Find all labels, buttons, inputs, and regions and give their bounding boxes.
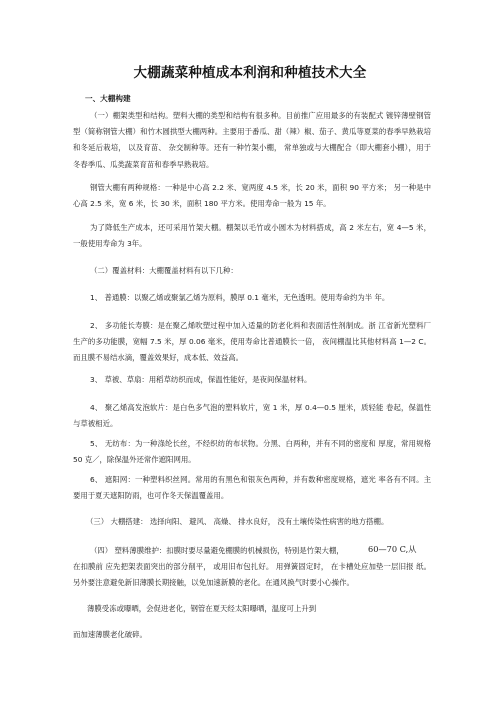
paragraph — [73, 108, 431, 173]
paragraph-text: 6、 遮阳网：一种塑料织丝网。常用的有黑色和银灰色两种，并有数种密度规格，遮光 率各有不同。主要用于夏天遮阳防雨，也可作冬天保温覆盖用。 — [73, 475, 431, 501]
paragraph — [73, 559, 431, 591]
paragraph-text: （二）覆盖材料：大棚覆盖材料有以下几种： — [90, 266, 238, 275]
paragraph-line — [73, 627, 147, 643]
paragraph-text: 为了降低生产成本，还可采用竹架大棚。棚架以毛竹或小圆木为材料搭成，高 2 米左右，宽 4—5 米，一般使用寿命为 3年。 — [73, 223, 431, 249]
paragraph-line — [87, 601, 316, 617]
paragraph — [73, 372, 431, 388]
paragraph-line — [90, 543, 344, 559]
paragraph — [73, 514, 431, 530]
paragraph-text: 钢管大棚有两种规格：一种是中心高 2.2 米、宽两度 4.5 米，长 20 米，面积 90 平方米； 另一种是中心高 2.5 米，宽 6 米，长 30 米，面积 180 平方米。使用寿命一般为 15 年。 — [73, 183, 431, 209]
paragraph-text: 4、 聚乙烯高发泡软片：是白色多气泡的塑料软片，宽 1 米，厚 0.4—0.5 厘米，质轻能 卷起，保温性与草被相近。 — [73, 403, 431, 429]
temperature-note: 60—70 C,从 — [368, 544, 417, 554]
paragraph — [73, 220, 431, 252]
paragraph — [73, 263, 431, 279]
paragraph-text: 而加速薄膜老化破碎。 — [73, 630, 147, 639]
paragraph-text: 薄膜受冻或曝晒，会促进老化，钢管在夏天经太阳曝晒，温度可上升到 — [87, 604, 317, 613]
paragraph-text: （三） 大棚搭建： 选择向阳、 避风、 高燥、 排水良好， 没有土壤传染性病害的地方搭棚。 — [86, 517, 389, 526]
paragraph — [73, 400, 431, 432]
paragraph — [73, 318, 431, 367]
section-heading: 一、大棚构建 — [85, 94, 131, 103]
paragraph-text: 3、 草被、草扇：用稻草纺织而成，保温性能好，是夜间保温材料。 — [90, 375, 312, 384]
paragraph-text: 在扣膜前 应先把架表面突出的部分削平， 或用旧布包扎好。 用弹簧固定时， 在卡槽处应加垫一层旧报 纸。另外要注意避免新旧薄膜长期接触，以免加速新膜的老化。在通风换气时要小心操作。 — [73, 562, 431, 588]
paragraph-text: （四） 塑料薄膜维护：扣膜时要尽量避免棚膜的机械损伤，特别是竹架大棚， — [90, 546, 344, 555]
paragraph — [73, 436, 431, 468]
paragraph — [73, 472, 431, 504]
paragraph — [73, 290, 431, 306]
paragraph-text: （一）棚架类型和结构。塑料大棚的类型和结构有很多种。目前推广应用最多的有装配式 镀锌薄壁钢管型（简称钢管大棚）和竹木圆拱型大棚两种。主要用于番瓜、甜（辣）椒、茄子、黄瓜等夏菜的春季早熟栽培和冬延后栽培， 以及育苗、 杂交制种等。还有一种竹架小棚， 常单独或与大棚配合（即大棚套小棚），用于冬春季瓜、瓜类蔬菜育苗和春季早熟栽培。 — [73, 111, 431, 169]
paragraph-text: 1、 普通膜：以聚乙烯或聚氯乙烯为原料，膜厚 0.1 毫米，无色透明。使用寿命约为半 年。 — [90, 293, 390, 302]
paragraph — [73, 180, 431, 212]
paragraph-text: 5、 无纺布：为一种涤纶长丝，不经织纺的布状物。分黑、白两种，并有不同的密度和 厚度，常用规格 50 克／，除保温外还常作遮阳网用。 — [73, 439, 431, 465]
document-title: 大棚蔬菜种植成本利润和种植技术大全 — [133, 65, 367, 81]
paragraph-text: 2、 多功能长寿膜：是在聚乙烯吹塑过程中加入适量的防老化料和表面活性剂制成。浙 江省新光塑料厂生产的多功能膜，宽幅 7.5 米，厚 0.06 毫米，使用寿命比普通膜长一倍， 夜间棚温比其他材料高 1—2 C。而且膜不易结水滴，覆盖效果好，成本低、效益高。 — [73, 321, 431, 363]
